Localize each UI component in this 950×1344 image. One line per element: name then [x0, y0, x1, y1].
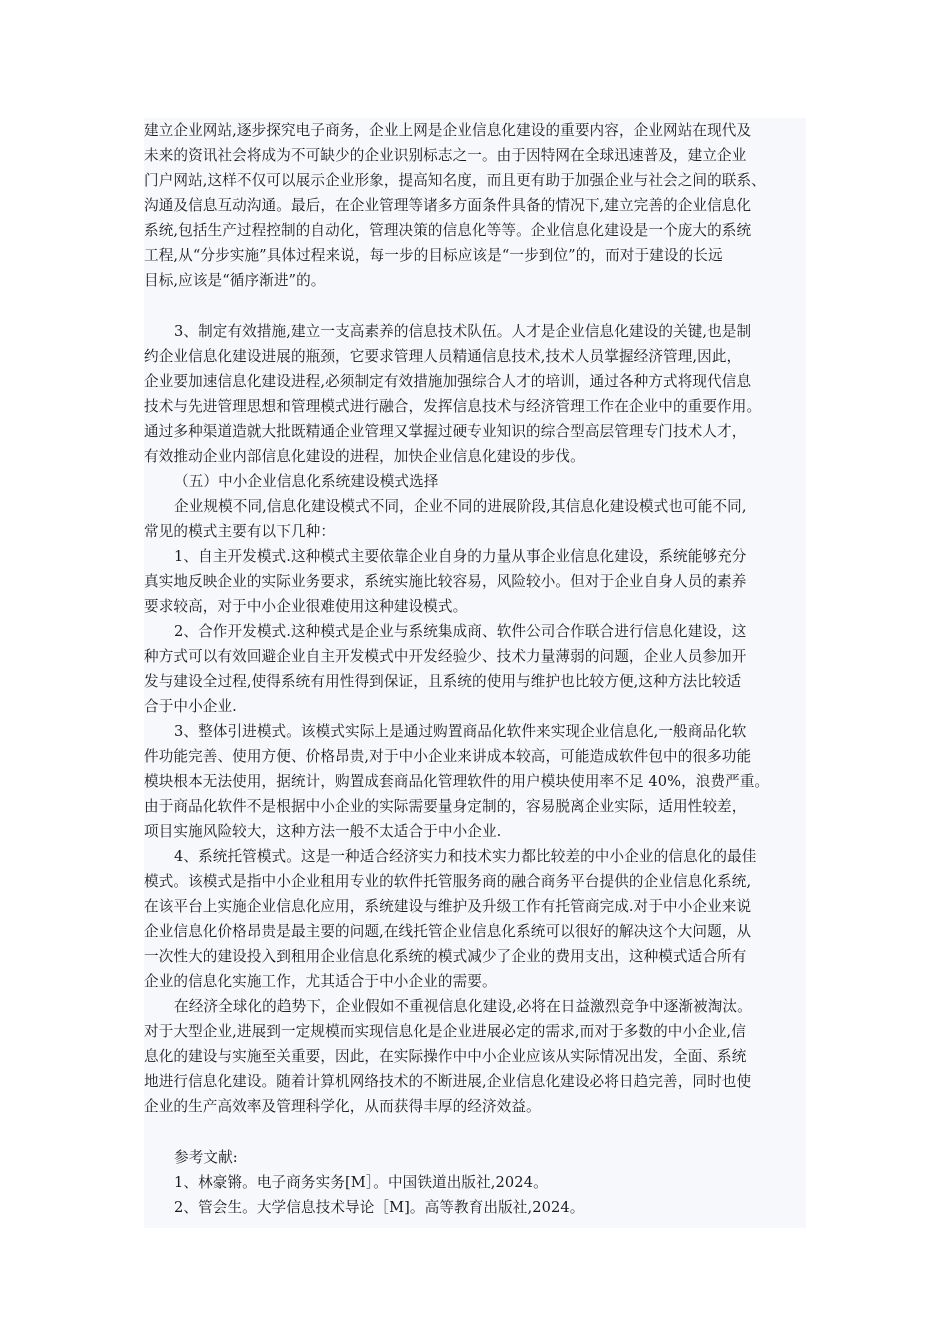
text-line: 门户网站,这样不仅可以展示企业形象，提高知名度，而且更有助于加强企业与社会之间的联系、 [144, 172, 766, 189]
text-line: 有效推动企业内部信息化建设的进程，加快企业信息化建设的步伐。 [144, 448, 585, 465]
text-line: 1、自主开发模式.这种模式主要依靠企业自身的力量从事企业信息化建设，系统能够充分 [174, 548, 747, 565]
paragraph-spacer [144, 293, 806, 319]
text-line: 在该平台上实施企业信息化应用，系统建设与维护及升级工作有托管商完成.对于中小企业来说 [144, 898, 752, 915]
text-line: 发与建设全过程,使得系统有用性得到保证，且系统的使用与维护也比较方便,这种方法比较适 [144, 673, 742, 690]
text-line: 3、整体引进模式。该模式实际上是通过购置商品化软件来实现企业信息化,一般商品化软 [174, 723, 747, 740]
section-5-heading-block [144, 469, 806, 494]
text-line: 2、合作开发模式.这种模式是企业与系统集成商、软件公司合作联合进行信息化建设，这 [174, 623, 747, 640]
conclusion-paragraph [144, 994, 806, 1119]
text-line: 企业规模不同,信息化建设模式不同，企业不同的进展阶段,其信息化建设模式也可能不同, [174, 498, 747, 515]
section-heading: （五）中小企业信息化系统建设模式选择 [174, 473, 439, 490]
text-line: 件功能完善、使用方便、价格昂贵,对于中小企业来讲成本较高，可能造成软件包中的很多功能 [144, 748, 752, 765]
text-line: 约企业信息化建设进展的瓶颈，它要求管理人员精通信息技术,技术人员掌握经济管理,因此， [144, 348, 742, 365]
text-line: 真实地反映企业的实际业务要求，系统实施比较容易，风险较小。但对于企业自身人员的素养 [144, 573, 747, 590]
text-line: 要求较高，对于中小企业很难使用这种建设模式。 [144, 598, 468, 615]
text-line: 3、制定有效措施,建立一支高素养的信息技术队伍。人才是企业信息化建设的关键,也是制 [174, 323, 752, 340]
text-line: 建立企业网站,逐步探究电子商务，企业上网是企业信息化建设的重要内容，企业网站在现代及 [144, 122, 752, 139]
references-heading: 参考文献: [174, 1149, 238, 1166]
measure-3-paragraph [144, 319, 806, 469]
references-section [144, 1145, 806, 1220]
text-line: 企业要加速信息化建设进程,必须制定有效措施加强综合人才的培训，通过各种方式将现代信息 [144, 373, 752, 390]
text-line: 模块根本无法使用，据统计，购置成套商品化管理软件的用户模块使用率不足 40%，浪费严重。 [144, 773, 770, 790]
mode-2-paragraph [144, 619, 806, 719]
paragraph-spacer [144, 1119, 806, 1145]
text-line: 系统,包括生产过程控制的自动化，管理决策的信息化等等。企业信息化建设是一个庞大的系统 [144, 222, 752, 239]
text-line: 沟通及信息互动沟通。最后，在企业管理等诸多方面条件具备的情况下,建立完善的企业信息化 [144, 197, 752, 214]
section-5-intro-paragraph [144, 494, 806, 544]
text-line: 合于中小企业. [144, 698, 237, 715]
text-line: 由于商品化软件不是根据中小企业的实际需要量身定制的，容易脱离企业实际，适用性较差， [144, 798, 747, 815]
text-line: 技术与先进管理思想和管理模式进行融合，发挥信息技术与经济管理工作在企业中的重要作用。 [144, 398, 762, 415]
text-line: 常见的模式主要有以下几种： [144, 523, 336, 540]
text-line: 对于大型企业,进展到一定规模而实现信息化是企业进展必定的需求,而对于多数的中小企业,信 [144, 1023, 746, 1040]
text-line: 一次性大的建设投入到租用企业信息化系统的模式减少了企业的费用支出，这种模式适合所有 [144, 948, 747, 965]
text-line: 地进行信息化建设。随着计算机网络技术的不断进展,企业信息化建设必将日趋完善，同时也使 [144, 1073, 752, 1090]
document-body [144, 118, 806, 1228]
page-bottom-spacer [144, 1220, 806, 1228]
text-line: 在经济全球化的趋势下，企业假如不重视信息化建设,必将在日益激烈竞争中逐渐被淘汰。 [174, 998, 752, 1015]
text-line: 企业信息化价格昂贵是最主要的问题,在线托管企业信息化系统可以很好的解决这个大问题，从 [144, 923, 752, 940]
mode-3-paragraph [144, 719, 806, 844]
text-line: 未来的资讯社会将成为不可缺少的企业识别标志之一。由于因特网在全球迅速普及，建立企业 [144, 147, 747, 164]
text-line: 企业的生产高效率及管理科学化，从而获得丰厚的经济效益。 [144, 1098, 541, 1115]
text-line: 息化的建设与实施至关重要，因此，在实际操作中中小企业应该从实际情况出发，全面、系统 [144, 1048, 747, 1065]
reference-item: 1、林豪锵。电子商务实务[M］。中国铁道出版社,2024。 [174, 1174, 548, 1191]
mode-1-paragraph [144, 544, 806, 619]
text-line: 通过多种渠道造就大批既精通企业管理又掌握过硬专业知识的综合型高层管理专门技术人才， [144, 423, 747, 440]
text-line: 目标,应该是“循序渐进”的。 [144, 272, 326, 289]
text-line: 工程,从“分步实施”具体过程来说，每一步的目标应该是“一步到位”的，而对于建设的长远 [144, 247, 723, 264]
text-line: 模式。该模式是指中小企业租用专业的软件托管服务商的融合商务平台提供的企业信息化系统, [144, 873, 752, 890]
text-line: 项目实施风险较大，这种方法一般不太适合于中小企业. [144, 823, 502, 840]
intro-paragraph [144, 118, 806, 293]
reference-item: 2、管会生。大学信息技术导论［M]。高等教育出版社,2024。 [174, 1199, 585, 1216]
text-line: 企业的信息化实施工作，尤其适合于中小企业的需要。 [144, 973, 497, 990]
text-line: 种方式可以有效回避企业自主开发模式中开发经验少、技术力量薄弱的问题，企业人员参加开 [144, 648, 747, 665]
text-line: 4、系统托管模式。这是一种适合经济实力和技术实力都比较差的中小企业的信息化的最佳 [174, 848, 757, 865]
mode-4-paragraph [144, 844, 806, 994]
